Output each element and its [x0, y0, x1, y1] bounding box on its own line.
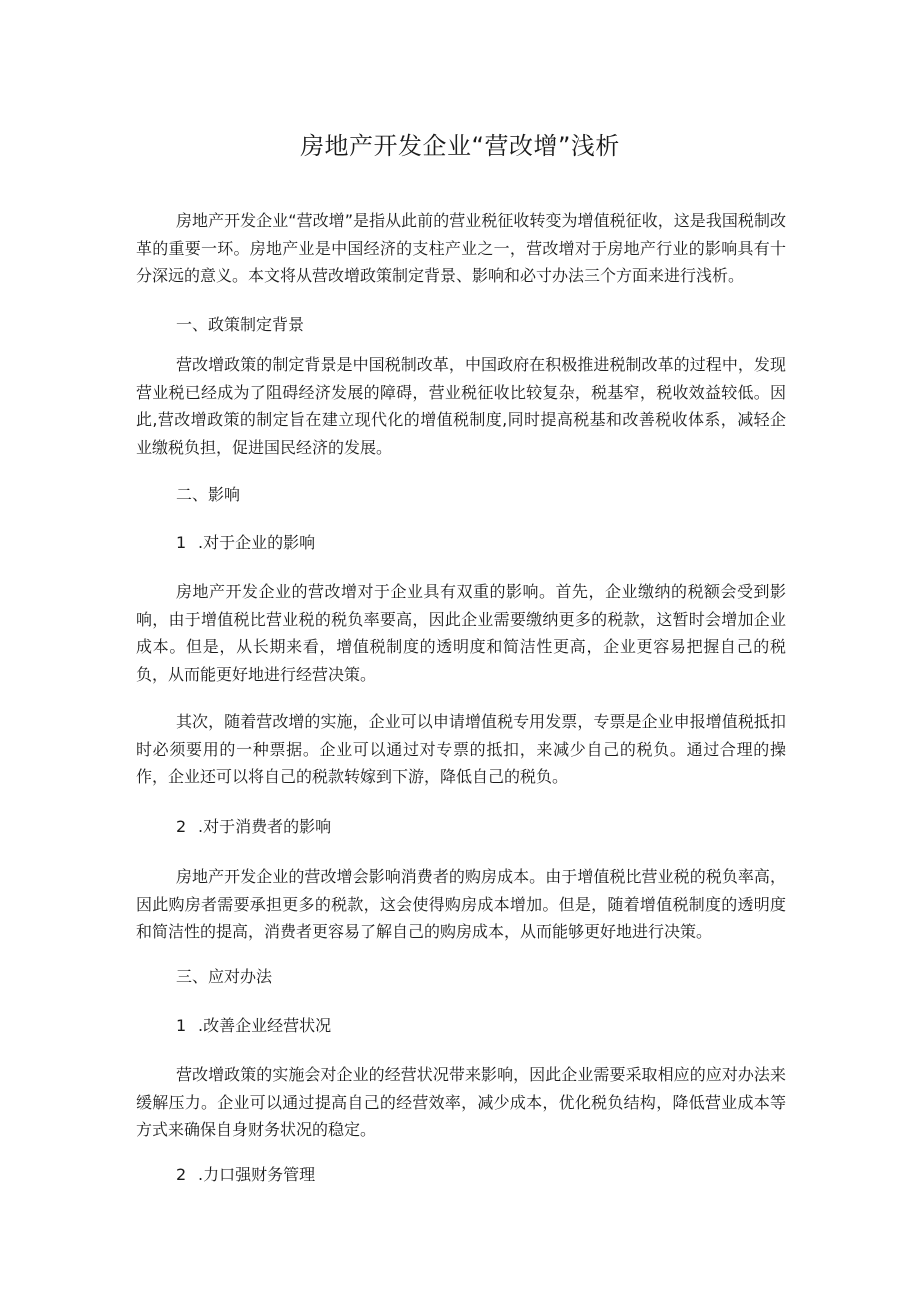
- subheading-text: .对于企业的影响: [198, 533, 316, 552]
- section-heading-impact: 二、影响: [176, 485, 241, 504]
- subheading-number: 2: [176, 1165, 187, 1184]
- improve-operations-paragraph: 营改增政策的实施会对企业的经营状况带来影响，因此企业需要采取相应的应对办法来缓解压力。企业可以通过提高自己的经营效率，减少成本，优化税负结构，降低营业成本等方式来确保自身财务状况的稳定。: [136, 1065, 786, 1139]
- section-heading-countermeasures: 三、应对办法: [176, 967, 273, 986]
- subheading-text: .改善企业经营状况: [198, 1016, 332, 1035]
- subheading-financial-management: [176, 1161, 315, 1189]
- subheading-text: .对于消费者的影响: [198, 817, 332, 836]
- section-heading-policy-background: 一、政策制定背景: [176, 315, 305, 334]
- subheading-number: 2: [176, 817, 187, 836]
- policy-background-paragraph: 营改增政策的制定背景是中国税制改革，中国政府在积极推进税制改革的过程中，发现营业税已经成为了阻碍经济发展的障碍，营业税征收比较复杂，税基窄，税收效益较低。因此,营改增政策的制定旨在建立现代化的增值税制度,同时提高税基和改善税收体系，减轻企业缴税负担，促进国民经济的发展。: [136, 355, 786, 457]
- subheading-number: 1: [176, 533, 187, 552]
- subheading-improve-operations: [176, 1012, 331, 1040]
- subheading-text: .力口强财务管理: [198, 1165, 316, 1184]
- subheading-impact-on-consumers: [176, 813, 331, 841]
- enterprise-impact-paragraph-2: 其次，随着营改增的实施，企业可以申请增值税专用发票，专票是企业申报增值税抵扣时必须要用的一种票据。企业可以通过对专票的抵扣，来减少自己的税负。通过合理的操作，企业还可以将自己的税款转嫁到下游，降低自己的税负。: [136, 712, 786, 786]
- subheading-number: 1: [176, 1016, 187, 1035]
- consumer-impact-paragraph: 房地产开发企业的营改增会影响消费者的购房成本。由于增值税比营业税的税负率高，因此购房者需要承担更多的税款，这会使得购房成本增加。但是，随着增值税制度的透明度和简洁性的提高，消费者更容易了解自己的购房成本，从而能够更好地进行决策。: [136, 867, 786, 941]
- enterprise-impact-paragraph-1: 房地产开发企业的营改增对于企业具有双重的影响。首先，企业缴纳的税额会受到影响，由于增值税比营业税的税负率要高，因此企业需要缴纳更多的税款，这暂时会增加企业成本。但是，从长期来看，增值税制度的透明度和简洁性更高，企业更容易把握自己的税负，从而能更好地进行经营决策。: [136, 582, 786, 684]
- subheading-impact-on-enterprise: [176, 529, 315, 557]
- intro-paragraph: 房地产开发企业“营改增”是指从此前的营业税征收转变为增值税征收，这是我国税制改革的重要一环。房地产业是中国经济的支柱产业之一，营改增对于房地产行业的影响具有十分深远的意义。本文将从营改增政策制定背景、影响和必寸办法三个方面来进行浅析。: [136, 211, 786, 285]
- document-title: 房地产开发企业“营改增”浅析: [300, 132, 620, 160]
